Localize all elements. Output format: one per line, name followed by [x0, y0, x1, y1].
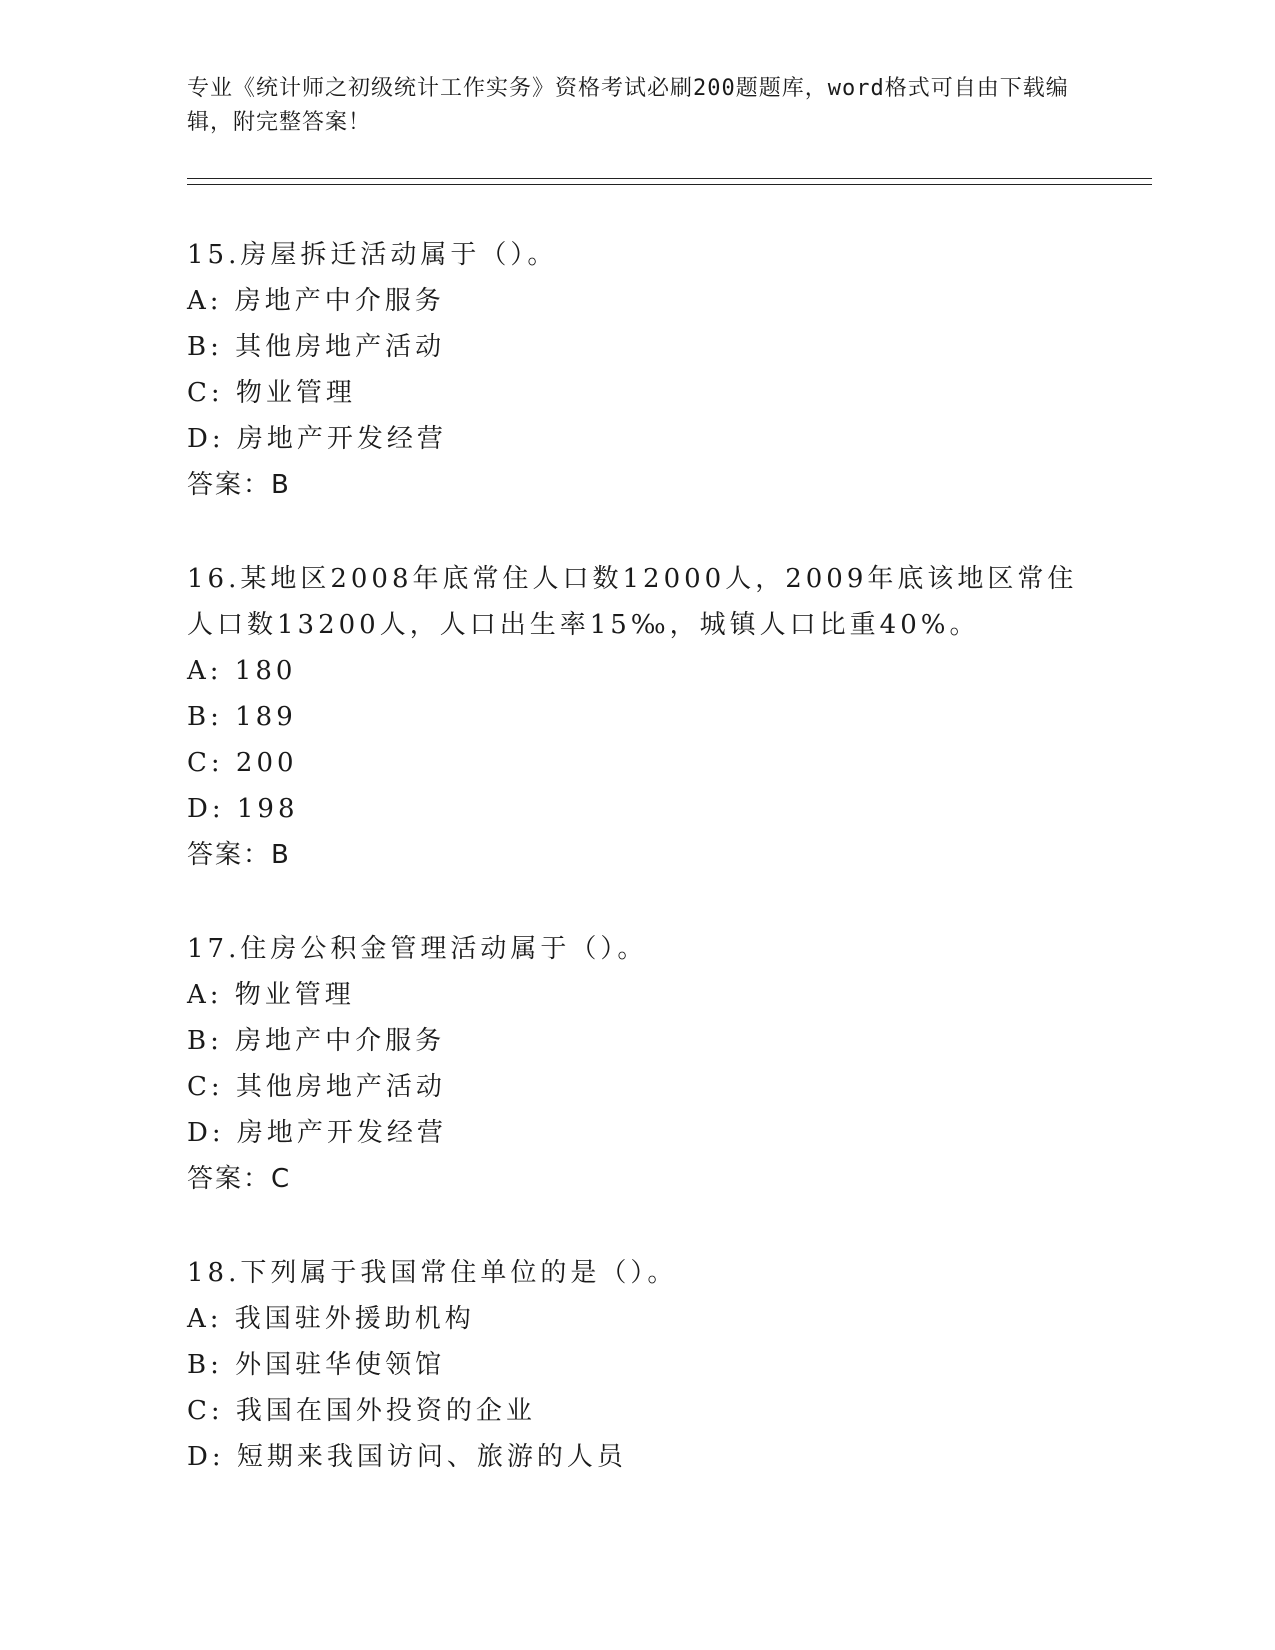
option-b: B: 外国驻华使领馆 [187, 1350, 446, 1380]
question-15 [187, 232, 1087, 508]
question-stem: 17.住房公积金管理活动属于（）。 [187, 934, 648, 964]
option-a: A: 180 [187, 656, 297, 686]
header-rule-top [187, 178, 1152, 179]
option-d: D: 房地产开发经营 [187, 1118, 447, 1148]
option-b: B: 房地产中介服务 [187, 1026, 446, 1056]
option-a: A: 我国驻外援助机构 [187, 1304, 475, 1334]
header-rule-bottom [187, 184, 1152, 185]
option-d: D: 短期来我国访问、旅游的人员 [187, 1442, 627, 1472]
question-stem: 18.下列属于我国常住单位的是（）。 [187, 1258, 678, 1288]
option-a: A: 房地产中介服务 [187, 286, 445, 316]
option-c: C: 其他房地产活动 [187, 1072, 446, 1102]
question-18 [187, 1250, 1087, 1480]
question-stem: 16.某地区2008年底常住人口数12000人，2009年底该地区常住人口数13200人，人口出生率15‰，城镇人口比重40%。 [187, 564, 1078, 640]
question-list [187, 232, 1087, 1528]
option-c: C: 200 [187, 748, 298, 778]
question-17 [187, 926, 1087, 1202]
option-b: B: 其他房地产活动 [187, 332, 446, 362]
question-16 [187, 556, 1087, 878]
question-stem: 15.房屋拆迁活动属于（）。 [187, 240, 558, 270]
option-d: D: 房地产开发经营 [187, 424, 447, 454]
answer: 答案：B [187, 840, 291, 870]
option-a: A: 物业管理 [187, 980, 355, 1010]
option-c: C: 物业管理 [187, 378, 356, 408]
answer: 答案：C [187, 1164, 292, 1194]
option-d: D: 198 [187, 794, 299, 824]
option-c: C: 我国在国外投资的企业 [187, 1396, 536, 1426]
answer: 答案：B [187, 470, 291, 500]
option-b: B: 189 [187, 702, 297, 732]
document-header: 专业《统计师之初级统计工作实务》资格考试必刷200题题库，word格式可自由下载编辑，附完整答案！ [187, 76, 1069, 135]
